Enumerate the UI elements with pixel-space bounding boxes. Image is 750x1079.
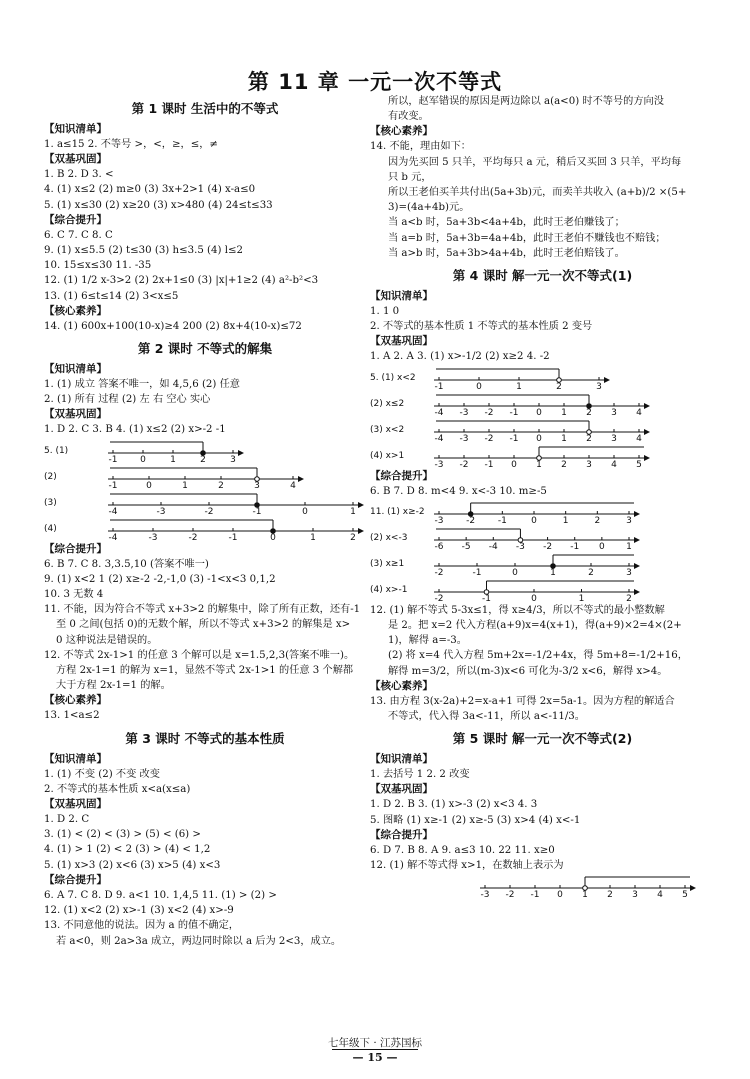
number-line-svg xyxy=(370,499,646,523)
number-line-tick-label: -2 xyxy=(188,532,198,540)
number-line-tick-label: -2 xyxy=(466,515,476,523)
answer-line: 1. (1) 不变 (2) 不变 改变 xyxy=(44,768,160,780)
number-line-tick-label: 0 xyxy=(146,480,152,488)
lesson-heading: 第 5 课时 解一元一次不等式(2) xyxy=(452,731,633,747)
answer-line: 6. A 7. C 8. D 9. a<1 10. 1,4,5 11. (1) > (2) > xyxy=(44,889,277,901)
number-line-tick-label: -4 xyxy=(434,433,444,441)
section-heading: 【知识清单】 xyxy=(370,753,433,766)
answer-line: 不等式，代入得 3a<-11，所以 a<-11/3。 xyxy=(388,711,585,723)
number-line-tick-label: 1 xyxy=(561,407,567,415)
number-line-tick-label: 2 xyxy=(561,459,567,467)
number-line-tick-label: 1 xyxy=(536,459,542,467)
number-line xyxy=(370,391,715,415)
number-line-tick-label: 3 xyxy=(596,381,602,389)
section-heading: 【知识清单】 xyxy=(44,123,107,135)
number-line-tick-label: -1 xyxy=(472,567,482,575)
number-line xyxy=(44,490,366,514)
number-line-svg xyxy=(370,525,646,549)
number-line-tick-label: -1 xyxy=(252,506,262,514)
number-line-tick-label: 1 xyxy=(626,541,632,549)
number-line-tick-label: 2 xyxy=(588,567,594,575)
number-line xyxy=(44,438,366,462)
answer-line: 12. (1) 解不等式得 x>1，在数轴上表示为 xyxy=(370,860,564,872)
number-line-tick-label: -1 xyxy=(530,890,540,898)
number-line-tick-label: 1 xyxy=(516,381,522,389)
number-line-tick-label: 2 xyxy=(586,407,592,415)
section-heading: 【综合提升】 xyxy=(370,828,433,841)
answer-line: 所以，赵军错误的原因是两边除以 a(a<0) 时不等号的方向没 xyxy=(388,96,664,107)
number-line xyxy=(370,525,715,549)
number-line-tick-label: -5 xyxy=(461,541,471,549)
answer-line: 至 0 之间(包括 0)的无数个解，所以不等式 x+3>2 的解集是 x> xyxy=(56,619,351,631)
section-heading: 【综合提升】 xyxy=(44,542,107,555)
number-line-tick-label: 4 xyxy=(657,890,663,898)
number-line-svg xyxy=(44,464,310,488)
number-line-tick-label: -1 xyxy=(509,433,519,441)
number-line-tick-label: 4 xyxy=(611,459,617,467)
answer-line: 0 这种说法是错误的。 xyxy=(56,634,158,646)
number-line-tick-label: -1 xyxy=(108,480,118,488)
answer-line: 1. D 2. C 3. B 4. (1) x≤2 (2) x>-2 -1 xyxy=(44,424,226,436)
number-line-label: (3) x<2 xyxy=(370,424,405,435)
answer-line: 1. A 2. A 3. (1) x>-1/2 (2) x≥2 4. -2 xyxy=(370,351,550,363)
number-line-tick-label: -6 xyxy=(434,541,444,549)
answer-line: 12. (1) 1/2 x-3>2 (2) 2x+1≤0 (3) |x|+1≥2 (4) a²-b²<3 xyxy=(44,275,319,287)
number-line-tick-label: 0 xyxy=(140,454,146,462)
answer-line: 当 a=b 时，5a+3b=4a+4b，此时王老伯不赚钱也不赔钱； xyxy=(388,232,666,244)
answer-line: 6. B 7. C 8. 3,3.5,10 (答案不唯一) xyxy=(44,558,209,570)
number-line xyxy=(370,417,715,441)
answer-line: 13. 由方程 3(x-2a)+2=x-a+1 可得 2x=5a-1。因为方程的解适合 xyxy=(370,695,675,707)
number-line-tick-label: 0 xyxy=(511,459,517,467)
number-line-label: 5. (1) x<2 xyxy=(370,372,416,383)
number-line-tick-label: 0 xyxy=(512,567,518,575)
answer-line: 10. 15≤x≤30 11. -35 xyxy=(44,260,152,272)
section-heading: 【双基巩固】 xyxy=(370,335,433,348)
number-line-tick-label: 1 xyxy=(310,532,316,540)
number-line-tick-label: -3 xyxy=(434,459,444,467)
number-line-tick-label: -1 xyxy=(434,381,444,389)
closed-dot xyxy=(201,450,206,455)
answer-line: 1. D 2. B 3. (1) x>-3 (2) x<3 4. 3 xyxy=(370,799,538,811)
number-line-tick-label: 0 xyxy=(557,890,563,898)
number-line-label: (2) xyxy=(44,471,57,482)
section-heading: 【双基巩固】 xyxy=(44,408,107,421)
number-line xyxy=(370,873,715,897)
answer-line: 6. D 7. B 8. A 9. a≤3 10. 22 11. x≥0 xyxy=(370,844,555,856)
answer-line: 10. 3 无数 4 xyxy=(44,589,104,601)
closed-dot xyxy=(587,403,592,408)
section-heading: 【核心素养】 xyxy=(370,125,433,138)
number-line-tick-label: 1 xyxy=(578,593,585,601)
open-dot xyxy=(537,455,542,460)
open-dot xyxy=(518,538,523,543)
answer-line: 11. 不能，因为符合不等式 x+3>2 的解集中，除了所有正数，还有-1 xyxy=(44,604,361,616)
number-line-tick-label: 3 xyxy=(626,515,632,523)
number-line-label: (4) xyxy=(44,523,57,534)
answer-line: 2. 不等式的基本性质 1 不等式的基本性质 2 变号 xyxy=(370,321,593,333)
number-line-tick-label: 2 xyxy=(200,454,206,462)
number-line-tick-label: -3 xyxy=(434,515,444,523)
number-line-tick-label: -4 xyxy=(108,506,118,514)
number-line xyxy=(44,516,366,540)
answer-line: 若 a<0，则 2a>3a 成立，两边同时除以 a 后为 2<3，成立。 xyxy=(56,935,342,947)
lesson-heading: 第 3 课时 不等式的基本性质 xyxy=(125,730,285,746)
number-line-tick-label: -3 xyxy=(148,532,158,540)
section-heading: 【知识清单】 xyxy=(44,752,107,765)
answer-line: 当 a<b 时，5a+3b<4a+4b，此时王老伯赚钱了； xyxy=(388,217,625,229)
number-line-label: (4) x>-1 xyxy=(370,584,408,595)
number-line-tick-label: -3 xyxy=(515,541,525,549)
number-line-arrow-icon xyxy=(644,429,650,435)
number-line-arrow-icon xyxy=(634,511,640,517)
section-heading: 【双基巩固】 xyxy=(44,153,107,166)
number-line-arrow-icon xyxy=(634,537,640,543)
number-line-tick-label: 4 xyxy=(636,433,642,441)
page-number: — 15 — xyxy=(352,1051,398,1064)
number-line-tick-label: -1 xyxy=(108,454,118,462)
number-line-tick-label: 1 xyxy=(170,454,176,462)
answer-line: 3)=(4a+4b)元。 xyxy=(388,202,470,214)
number-line-svg xyxy=(44,438,250,462)
answer-line: 5. 图略 (1) x≥-1 (2) x≥-5 (3) x>4 (4) x<-1 xyxy=(370,814,581,826)
number-line-arrow-icon xyxy=(358,502,364,508)
answer-line: 1. 去括号 1 2. 2 改变 xyxy=(370,769,470,781)
number-line-tick-label: -4 xyxy=(108,532,118,540)
number-line-svg xyxy=(370,365,616,389)
number-line-tick-label: 1 xyxy=(561,433,567,441)
number-line-tick-label: -4 xyxy=(434,407,444,415)
number-line-arrow-icon xyxy=(634,589,640,595)
number-line xyxy=(370,577,715,601)
number-line-tick-label: 1 xyxy=(550,567,556,575)
answer-line: 1)，解得 a=-3。 xyxy=(388,635,467,647)
number-line-tick-label: 3 xyxy=(586,459,592,467)
number-line-tick-label: -1 xyxy=(228,532,238,540)
answer-line: 5. (1) x>3 (2) x<6 (3) x>5 (4) x<3 xyxy=(44,859,221,871)
number-line-label: (3) x≥1 xyxy=(370,558,405,569)
answer-line: 14. 不能，理由如下： xyxy=(370,141,471,153)
number-line-arrow-icon xyxy=(634,563,640,569)
number-line-label: (4) x>1 xyxy=(370,450,405,461)
number-line-tick-label: -2 xyxy=(543,541,553,549)
number-line-svg xyxy=(44,490,370,514)
number-line-tick-label: 2 xyxy=(218,480,224,488)
number-line-tick-label: 0 xyxy=(302,506,308,514)
number-line-label: (2) x≤2 xyxy=(370,398,405,409)
number-line-tick-label: -2 xyxy=(204,506,214,514)
number-line-tick-label: -2 xyxy=(434,567,444,575)
number-line-tick-label: 0 xyxy=(476,381,482,389)
answer-line: 3. (1) < (2) < (3) > (5) < (6) > xyxy=(44,829,201,841)
number-line-svg xyxy=(44,516,370,540)
number-line-arrow-icon xyxy=(604,377,610,383)
answer-line: 14. (1) 600x+100(10-x)≥4 200 (2) 8x+4(10-x)≤72 xyxy=(44,320,302,332)
section-heading: 【综合提升】 xyxy=(44,213,107,226)
number-line-tick-label: -2 xyxy=(484,407,494,415)
answer-line: 2. (1) 所有 过程 (2) 左 右 空心 实心 xyxy=(44,394,211,406)
number-line-svg xyxy=(370,873,702,897)
number-line-tick-label: -3 xyxy=(459,407,469,415)
number-line-svg xyxy=(370,443,656,467)
open-dot xyxy=(255,476,260,481)
number-line-arrow-icon xyxy=(644,403,650,409)
closed-dot xyxy=(468,512,473,517)
number-line-arrow-icon xyxy=(644,455,650,461)
number-line-tick-label: -3 xyxy=(459,433,469,441)
number-line-tick-label: -3 xyxy=(480,890,490,898)
number-line-arrow-icon xyxy=(690,885,696,891)
number-line-tick-label: 3 xyxy=(611,433,617,441)
number-line-arrow-icon xyxy=(358,528,364,534)
answer-line: 1. 1 0 xyxy=(370,306,400,318)
number-line-tick-label: -1 xyxy=(484,459,494,467)
number-line-tick-label: -1 xyxy=(497,515,507,523)
lesson-heading: 第 2 课时 不等式的解集 xyxy=(137,341,273,357)
number-line-tick-label: 5 xyxy=(682,890,688,898)
number-line-label: 11. (1) x≥-2 xyxy=(370,506,425,517)
answer-line: 解得 m=3/2，所以(m-3)x<6 可化为-3/2 x<6，解得 x>4。 xyxy=(388,665,668,677)
section-heading: 【知识清单】 xyxy=(44,363,107,376)
number-line-label: 5. (1) xyxy=(44,445,69,456)
number-line-tick-label: 2 xyxy=(626,593,632,601)
section-heading: 【双基巩固】 xyxy=(370,783,433,796)
answer-line: 4. (1) x≤2 (2) m≥0 (3) 3x+2>1 (4) x-a≤0 xyxy=(44,184,256,196)
answer-line: 4. (1) > 1 (2) < 2 (3) > (4) < 1,2 xyxy=(44,844,211,856)
section-heading: 【双基巩固】 xyxy=(44,798,107,811)
number-line-tick-label: 0 xyxy=(531,515,537,523)
number-line-tick-label: -2 xyxy=(484,433,494,441)
right-column xyxy=(370,94,715,899)
number-line-arrow-icon xyxy=(298,476,304,482)
number-line-tick-label: 0 xyxy=(531,593,537,601)
section-heading: 【知识清单】 xyxy=(370,290,433,303)
number-line-tick-label: -1 xyxy=(509,407,519,415)
closed-dot xyxy=(255,502,260,507)
number-line-tick-label: 3 xyxy=(254,480,260,488)
chapter-title: 第 11 章 一元一次不等式 xyxy=(247,70,503,94)
number-line-tick-label: 1 xyxy=(350,506,356,514)
number-line-tick-label: 3 xyxy=(632,890,638,898)
number-line-tick-label: 2 xyxy=(594,515,601,523)
number-line-arrow-icon xyxy=(238,450,244,456)
answer-line: 2. 不等式的基本性质 x<a(x≤a) xyxy=(44,783,191,795)
answer-line: 1. a≤15 2. 不等号 >，<，≥，≤，≠ xyxy=(44,139,218,150)
number-line-tick-label: -2 xyxy=(459,459,469,467)
number-line-tick-label: 1 xyxy=(182,480,188,488)
answer-line: 只 b 元， xyxy=(388,171,432,183)
open-dot xyxy=(587,429,592,434)
answer-line: 当 a>b 时，5a+3b>4a+4b，此时王老伯赔钱了。 xyxy=(388,247,625,259)
number-line-tick-label: 1 xyxy=(562,515,569,523)
number-line xyxy=(44,464,366,488)
answer-line: 6. B 7. D 8. m<4 9. x<-3 10. m≥-5 xyxy=(370,485,547,497)
section-heading: 【核心素养】 xyxy=(370,679,433,692)
answer-line: 5. (1) x≤30 (2) x≥20 (3) x>480 (4) 24≤t≤33 xyxy=(44,199,273,211)
answer-line: 12. 不等式 2x-1>1 的任意 3 个解可以是 x=1.5,2,3(答案不唯一)。 xyxy=(44,649,355,661)
number-line xyxy=(370,551,715,575)
number-line-label: (2) x<-3 xyxy=(370,532,408,543)
number-line-tick-label: 0 xyxy=(536,433,542,441)
answer-line: 1. B 2. D 3. < xyxy=(44,169,114,181)
number-line-svg xyxy=(370,417,656,441)
answer-line: 所以王老伯买羊共付出(5a+3b)元，而卖羊共收入 (a+b)/2 ×(5+ xyxy=(388,187,687,199)
open-dot xyxy=(583,886,588,891)
answer-line: 1. D 2. C xyxy=(44,814,90,826)
answer-line: 方程 2x-1=1 的解为 x=1，显然不等式 2x-1>1 的任意 3 个解都 xyxy=(56,665,354,677)
answer-line: 13. 不同意他的说法。因为 a 的值不确定， xyxy=(44,920,239,932)
number-line-label: (3) xyxy=(44,497,57,508)
number-line-tick-label: -1 xyxy=(570,541,580,549)
number-line-tick-label: 5 xyxy=(636,459,642,467)
closed-dot xyxy=(271,528,276,533)
lesson-heading: 第 1 课时 生活中的不等式 xyxy=(131,101,279,116)
answer-line: 6. C 7. C 8. C xyxy=(44,229,113,241)
number-line xyxy=(370,499,715,523)
answer-line: 有改变。 xyxy=(388,111,429,123)
number-line-tick-label: 2 xyxy=(556,381,562,389)
number-line-tick-label: 4 xyxy=(636,407,642,415)
number-line xyxy=(370,443,715,467)
footer-grade-label: 七年级下 · 江苏国标 xyxy=(327,1037,422,1049)
answer-line: 9. (1) x≤5.5 (2) t≤30 (3) h≤3.5 (4) l≤2 xyxy=(44,245,243,257)
closed-dot xyxy=(551,564,556,569)
number-line-tick-label: 3 xyxy=(626,567,632,575)
answer-line: 12. (1) 解不等式 5-3x≤1，得 x≥4/3，所以不等式的最小整数解 xyxy=(370,604,665,616)
number-line-tick-label: -1 xyxy=(482,593,491,601)
number-line-svg xyxy=(370,391,656,415)
number-line xyxy=(370,365,715,389)
number-line-tick-label: 3 xyxy=(611,407,617,415)
answer-line: 大于方程 2x-1=1 的解。 xyxy=(56,680,171,692)
answer-line: 12. (1) x<2 (2) x>-1 (3) x<2 (4) x>-9 xyxy=(44,905,234,917)
number-line-tick-label: 2 xyxy=(350,532,356,540)
answer-line: 13. (1) 6≤t≤14 (2) 3<x≤5 xyxy=(44,290,179,302)
open-dot xyxy=(557,377,562,382)
number-line-tick-label: 0 xyxy=(536,407,542,415)
lesson-heading: 第 4 课时 解一元一次不等式(1) xyxy=(452,268,633,284)
number-line-tick-label: 3 xyxy=(230,454,236,462)
number-line-tick-label: 4 xyxy=(290,480,296,488)
section-heading: 【核心素养】 xyxy=(44,694,107,707)
number-line-svg xyxy=(370,551,646,575)
footer-rule xyxy=(332,1049,418,1050)
number-line-tick-label: 0 xyxy=(270,532,276,540)
answer-line: 是 2。把 x=2 代入方程(a+9)x=4(x+1)，得(a+9)×2=4×(2+ xyxy=(388,620,682,632)
number-line-tick-label: 1 xyxy=(582,890,588,898)
number-line-tick-label: -3 xyxy=(156,506,166,514)
section-heading: 【综合提升】 xyxy=(44,873,107,886)
section-heading: 【综合提升】 xyxy=(370,469,433,482)
number-line-tick-label: 2 xyxy=(607,890,613,898)
left-column xyxy=(44,94,366,949)
answer-line: 13. 1<a≤2 xyxy=(44,710,100,722)
number-line-tick-label: -2 xyxy=(434,593,444,601)
answer-line: 1. (1) 成立 答案不唯一，如 4,5,6 (2) 任意 xyxy=(44,379,240,391)
open-dot xyxy=(484,590,489,595)
answer-line: 9. (1) x<2 1 (2) x≥-2 -2,-1,0 (3) -1<x<3 0,1,2 xyxy=(44,573,276,585)
answer-line: (2) 将 x=4 代入方程 5m+2x=-1/2+4x，得 5m+8=-1/2+16， xyxy=(388,650,688,662)
number-line-tick-label: 2 xyxy=(586,433,592,441)
number-line-tick-label: 0 xyxy=(598,541,605,549)
number-line-svg xyxy=(370,577,646,601)
section-heading: 【核心素养】 xyxy=(44,304,107,317)
answer-line: 因为先买回 5 只羊，平均每只 a 元，稍后又买回 3 只羊，平均每 xyxy=(388,156,682,168)
number-line-tick-label: -2 xyxy=(505,890,515,898)
number-line-tick-label: -4 xyxy=(488,541,498,549)
